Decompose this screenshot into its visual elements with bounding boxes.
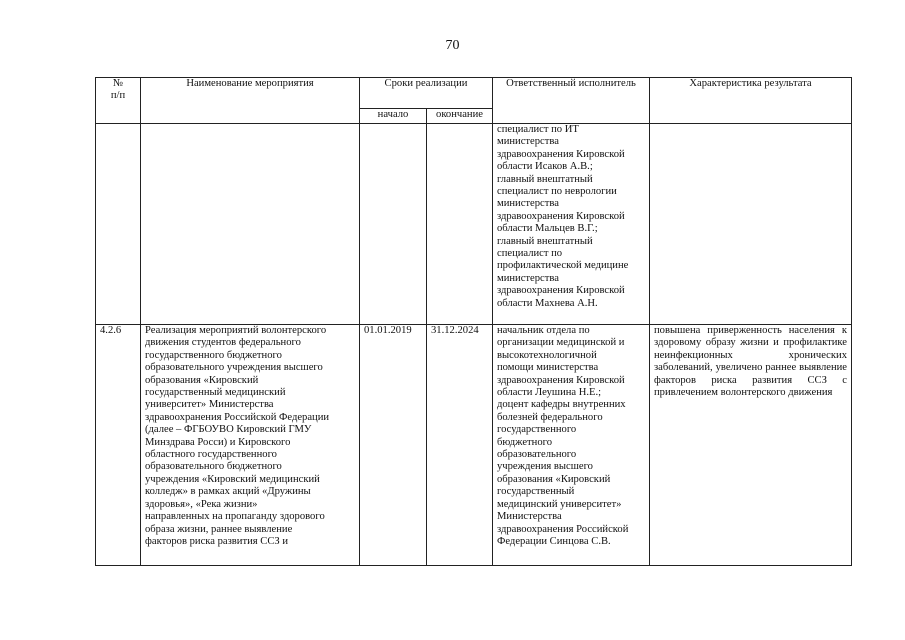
row2-result: повышена приверженность населения к здоровому образу жизни и профилактике неинфекционных хронических заболеваний, увеличено раннее выявление факторов риска развития ССЗ с привлечением волонтерского движения: [650, 325, 852, 566]
header-start: начало: [360, 109, 427, 124]
row2-executor: начальник отдела по организации медицинской и высокотехнологичной помощи министерства здравоохранения Кировской области Леушина Н.Е.; доцент кафедры внутренних болезней федерального государственного бюджетного образовательного учреждения высшего образования «Кировский государственный медицинский университет» Министерства здравоохранения Российской Федерации Синцова С.В.: [493, 325, 650, 566]
header-end: окончание: [427, 109, 493, 124]
row1-executor: специалист по ИТ министерства здравоохранения Кировской области Исаков А.В.; главный внештатный специалист по неврологии министерства здравоохранения Кировской области Мальцев В.Г.; главный внештатный специалист по профилактической медицине министерства здравоохранения Кировской области Махнева А.Н.: [493, 124, 650, 325]
row2-end: 31.12.2024: [427, 325, 493, 566]
table-row: [96, 124, 852, 325]
table-header-row: [96, 78, 852, 109]
header-result: Характеристика результата: [650, 78, 852, 124]
row1-end: [427, 124, 493, 325]
page-number: 70: [445, 38, 460, 53]
row2-start: 01.01.2019: [360, 325, 427, 566]
header-period: Сроки реализации: [360, 78, 493, 109]
activities-table: [95, 77, 852, 566]
row1-num: [96, 124, 141, 325]
row1-start: [360, 124, 427, 325]
header-name: Наименование мероприятия: [141, 78, 360, 124]
row1-name: [141, 124, 360, 325]
header-num: № п/п: [96, 78, 141, 124]
row2-name: Реализация мероприятий волонтерского движения студентов федерального государственного бюджетного образовательного учреждения высшего образования «Кировский государственный медицинский университет» Министерства здравоохранения Российской Федерации (далее – ФГБОУВО Кировский ГМУ Минздрава Росси) и Кировского областного государственного образовательного бюджетного учреждения «Кировский медицинский колледж» в рамках акций «Дружины здоровья», «Река жизни» направленных на пропаганду здорового образа жизни, раннее выявление факторов риска развития ССЗ и: [141, 325, 360, 566]
header-executor: Ответственный исполнитель: [493, 78, 650, 124]
row1-result: [650, 124, 852, 325]
table-row: [96, 325, 852, 566]
row2-num: 4.2.6: [96, 325, 141, 566]
